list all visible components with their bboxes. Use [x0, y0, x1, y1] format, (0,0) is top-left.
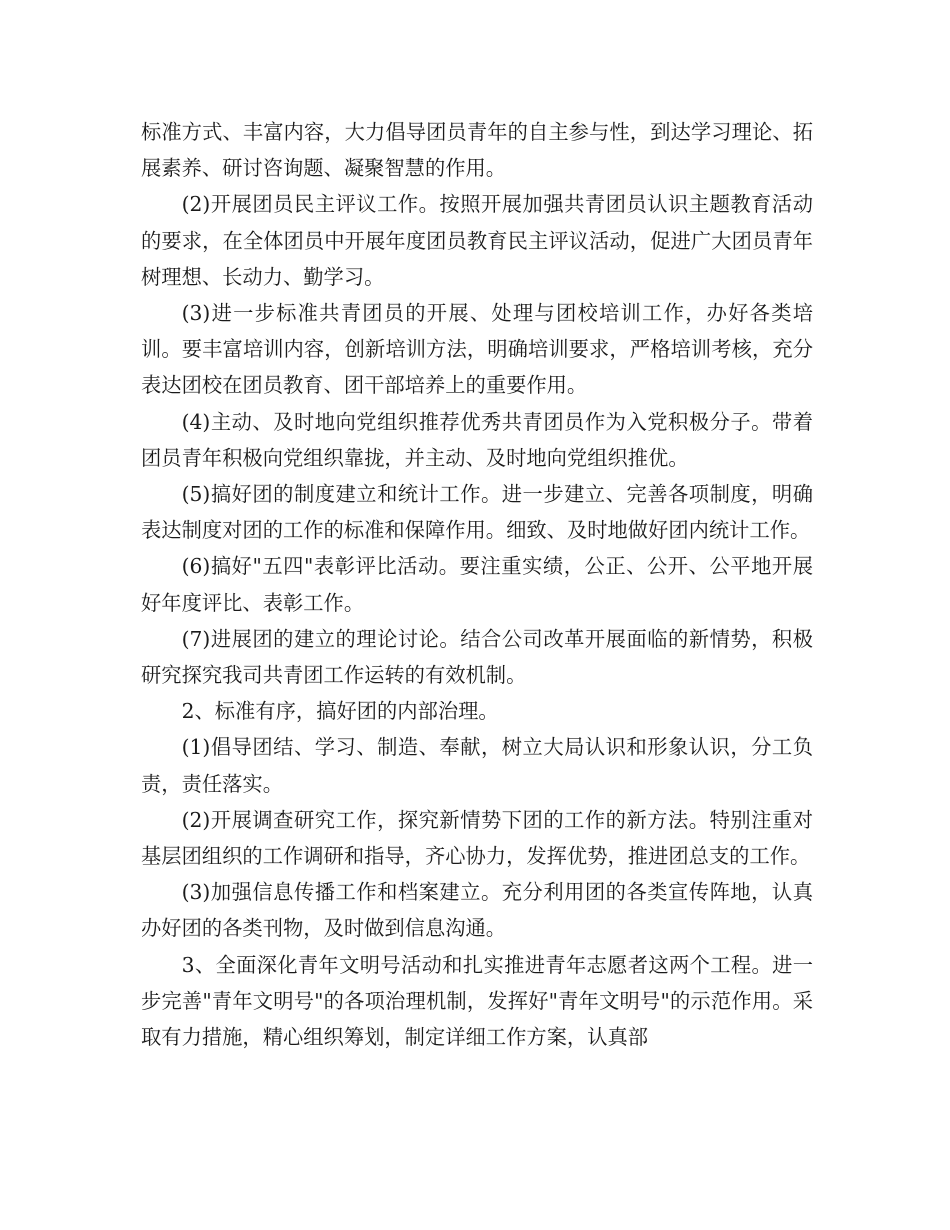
paragraph-item-2-research: (2)开展调查研究工作，探究新情势下团的工作的新方法。特别注重对基层团组织的工作调研和指导，齐心协力，发挥优势，推进团总支的工作。: [141, 807, 813, 869]
section-heading-2-internal-governance: 2、标准有序，搞好团的内部治理。: [181, 699, 499, 724]
paragraph-item-4-party-recommendation: (4)主动、及时地向党组织推荐优秀共青团员作为入党积极分子。带着团员青年积极向党组织靠拢，并主动、及时地向党组织推优。: [141, 409, 813, 470]
paragraph-item-3-training: (3)进一步标准共青团员的开展、处理与团校培训工作，办好各类培训。要丰富培训内容，创新培训方法，明确培训要求，严格培训考核，充分表达团校在团员教育、团干部培养上的重要作用。: [141, 301, 813, 398]
paragraph-item-5-system-statistics: (5)搞好团的制度建立和统计工作。进一步建立、完善各项制度，明确表达制度对团的工作的标准和保障作用。细致、及时地做好团内统计工作。: [141, 482, 813, 543]
paragraph-item-1-unity: (1)倡导团结、学习、制造、奉献，树立大局认识和形象认识，分工负责，责任落实。: [141, 735, 813, 796]
paragraph-continued: 标准方式、丰富内容，大力倡导团员青年的自主参与性，到达学习理论、拓展素养、研讨咨询题、凝聚智慧的作用。: [141, 120, 813, 181]
paragraph-item-7-theory-discussion: (7)进展团的建立的理论讨论。结合公司改革开展面临的新情势，积极研究探究我司共青团工作运转的有效机制。: [141, 626, 813, 688]
paragraph-item-3-information: (3)加强信息传播工作和档案建立。充分利用团的各类宣传阵地，认真办好团的各类刊物，及时做到信息沟通。: [141, 880, 813, 941]
paragraph-item-2-democratic-review: (2)开展团员民主评议工作。按照开展加强共青团员认识主题教育活动的要求，在全体团员中开展年度团员教育民主评议活动，促进广大团员青年树理想、长动力、勤学习。: [141, 192, 813, 289]
section-heading-3-youth-civilization: 3、全面深化青年文明号活动和扎实推进青年志愿者这两个工程。进一步完善"青年文明号"的各项治理机制，发挥好"青年文明号"的示范作用。采取有力措施，精心组织筹划，制定详细工作方案，认真部: [141, 952, 813, 1050]
document-body: [141, 114, 813, 1055]
paragraph-item-6-may-fourth-awards: (6)搞好"五四"表彰评比活动。要注重实绩，公正、公开、公平地开展好年度评比、表彰工作。: [141, 554, 813, 615]
